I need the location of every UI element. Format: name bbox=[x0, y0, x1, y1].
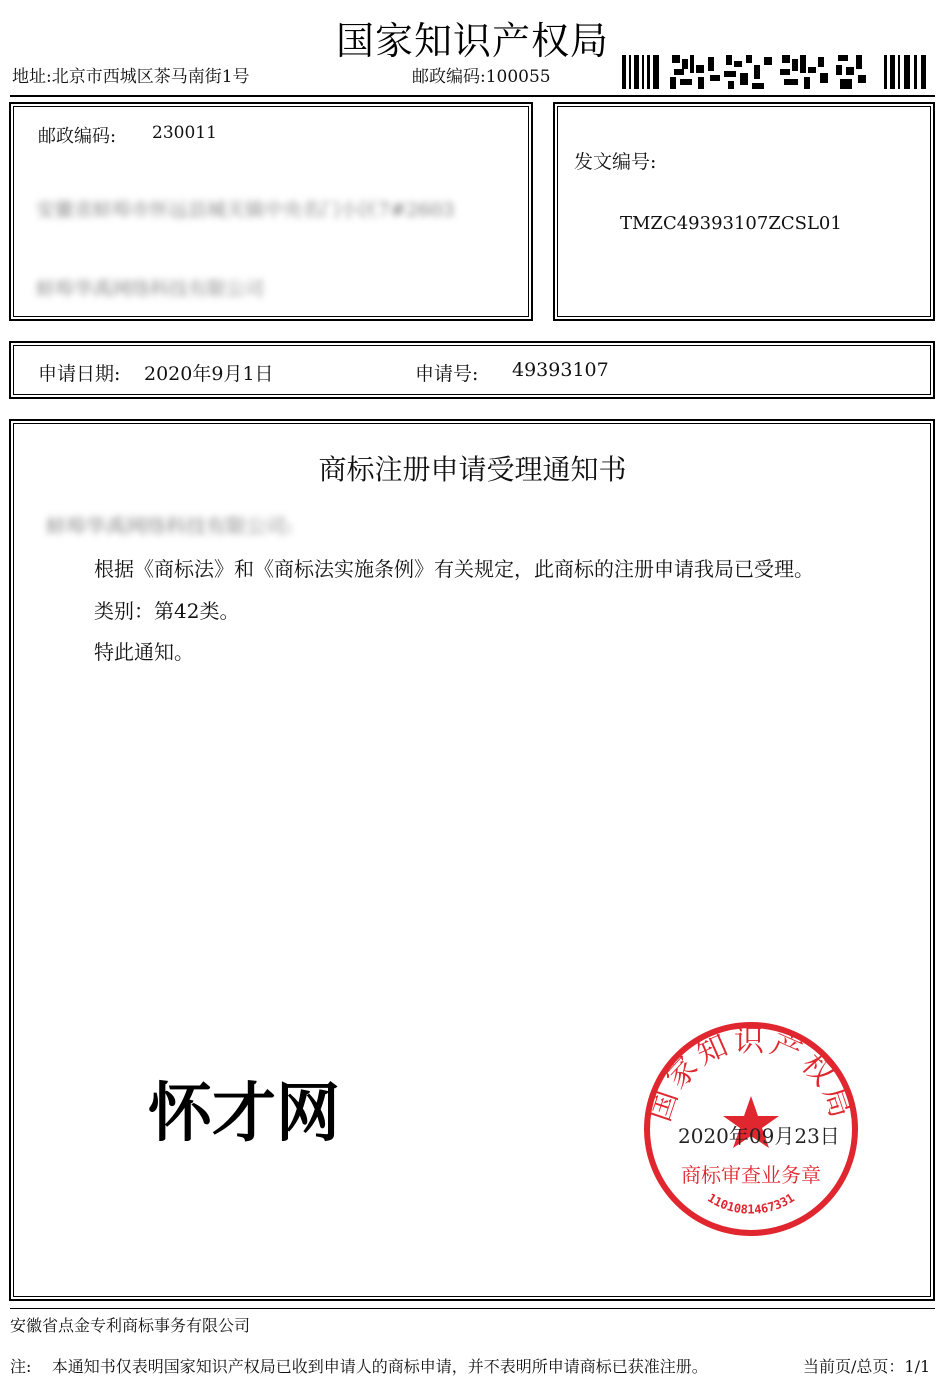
page-counter: 当前页/总页：1/1 bbox=[803, 1357, 931, 1376]
svg-text:1101081467331 bbox=[705, 1191, 797, 1217]
office-postcode: 邮政编码:100055 bbox=[412, 67, 551, 87]
document-number-label: 发文编号: bbox=[574, 151, 657, 173]
issue-date: 2020年09月23日 bbox=[678, 1124, 840, 1148]
seal-serial: 1101081467331 bbox=[705, 1190, 797, 1217]
watermark-text: 怀才网 bbox=[148, 1077, 340, 1151]
document-number-box bbox=[553, 102, 935, 321]
recipient-address-redacted: 安徽省蚌埠市怀远县城关镇中央名门小区7#2603 bbox=[36, 199, 455, 221]
notice-body-line-3: 特此通知。 bbox=[94, 640, 194, 664]
header-divider bbox=[10, 95, 935, 97]
notice-body-line-1: 根据《商标法》和《商标法实施条例》有关规定，此商标的注册申请我局已受理。 bbox=[94, 557, 814, 581]
barcode-image bbox=[622, 55, 928, 89]
application-number-label: 申请号: bbox=[415, 363, 479, 385]
application-number-value: 49393107 bbox=[512, 359, 609, 381]
issuing-office-title: 国家知识产权局 bbox=[335, 19, 609, 63]
footer-divider bbox=[10, 1308, 935, 1309]
recipient-postcode-value: 230011 bbox=[152, 123, 217, 143]
application-date-label: 申请日期: bbox=[38, 363, 121, 385]
seal-bottom-text: 商标审查业务章 bbox=[681, 1163, 821, 1187]
notice-body-line-2: 类别：第42类。 bbox=[94, 599, 240, 623]
agency-name: 安徽省点金专利商标事务有限公司 bbox=[10, 1316, 251, 1335]
application-date-value: 2020年9月1日 bbox=[144, 363, 274, 385]
recipient-postcode-label: 邮政编码: bbox=[38, 126, 117, 147]
seal-top-text: 国家知识产权局 bbox=[642, 1024, 860, 1126]
footer-note: 注: 本通知书仅表明国家知识产权局已收到申请人的商标申请，并不表明所申请商标已获准注册。 bbox=[10, 1357, 708, 1376]
office-address: 地址:北京市西城区茶马南街1号 bbox=[12, 67, 250, 87]
document-number-value: TMZC49393107ZCSL01 bbox=[620, 213, 842, 234]
notice-title: 商标注册申请受理通知书 bbox=[318, 453, 627, 486]
notice-addressee-redacted: 蚌埠华禹网络科技有限公司: bbox=[46, 514, 293, 538]
recipient-name-redacted: 蚌埠华禹网络科技有限公司 bbox=[36, 278, 265, 300]
